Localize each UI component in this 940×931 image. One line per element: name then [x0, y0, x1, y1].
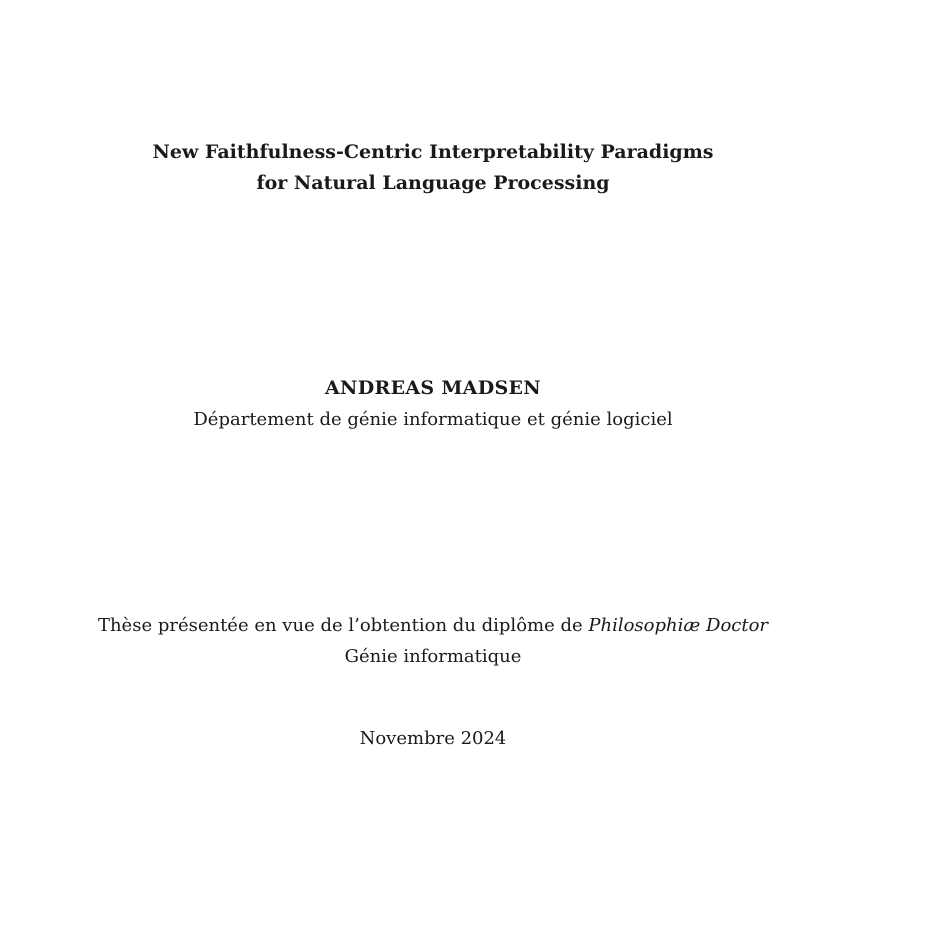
thesis-title-line-1: New Faithfulness-Centric Interpretability Paradigms — [152, 141, 714, 163]
submission-date: Novembre 2024 — [359, 728, 507, 749]
degree-statement — [0, 617, 866, 635]
thesis-title-line-2: for Natural Language Processing — [256, 172, 610, 194]
department: Département de génie informatique et génie logiciel — [193, 409, 673, 430]
author-name: ANDREAS MADSEN — [325, 377, 541, 399]
degree-field: Génie informatique — [344, 646, 522, 667]
degree-name: Philosophiæ Doctor — [588, 615, 769, 636]
degree-statement-prefix: Thèse présentée en vue de l’obtention du diplôme de — [97, 615, 589, 636]
